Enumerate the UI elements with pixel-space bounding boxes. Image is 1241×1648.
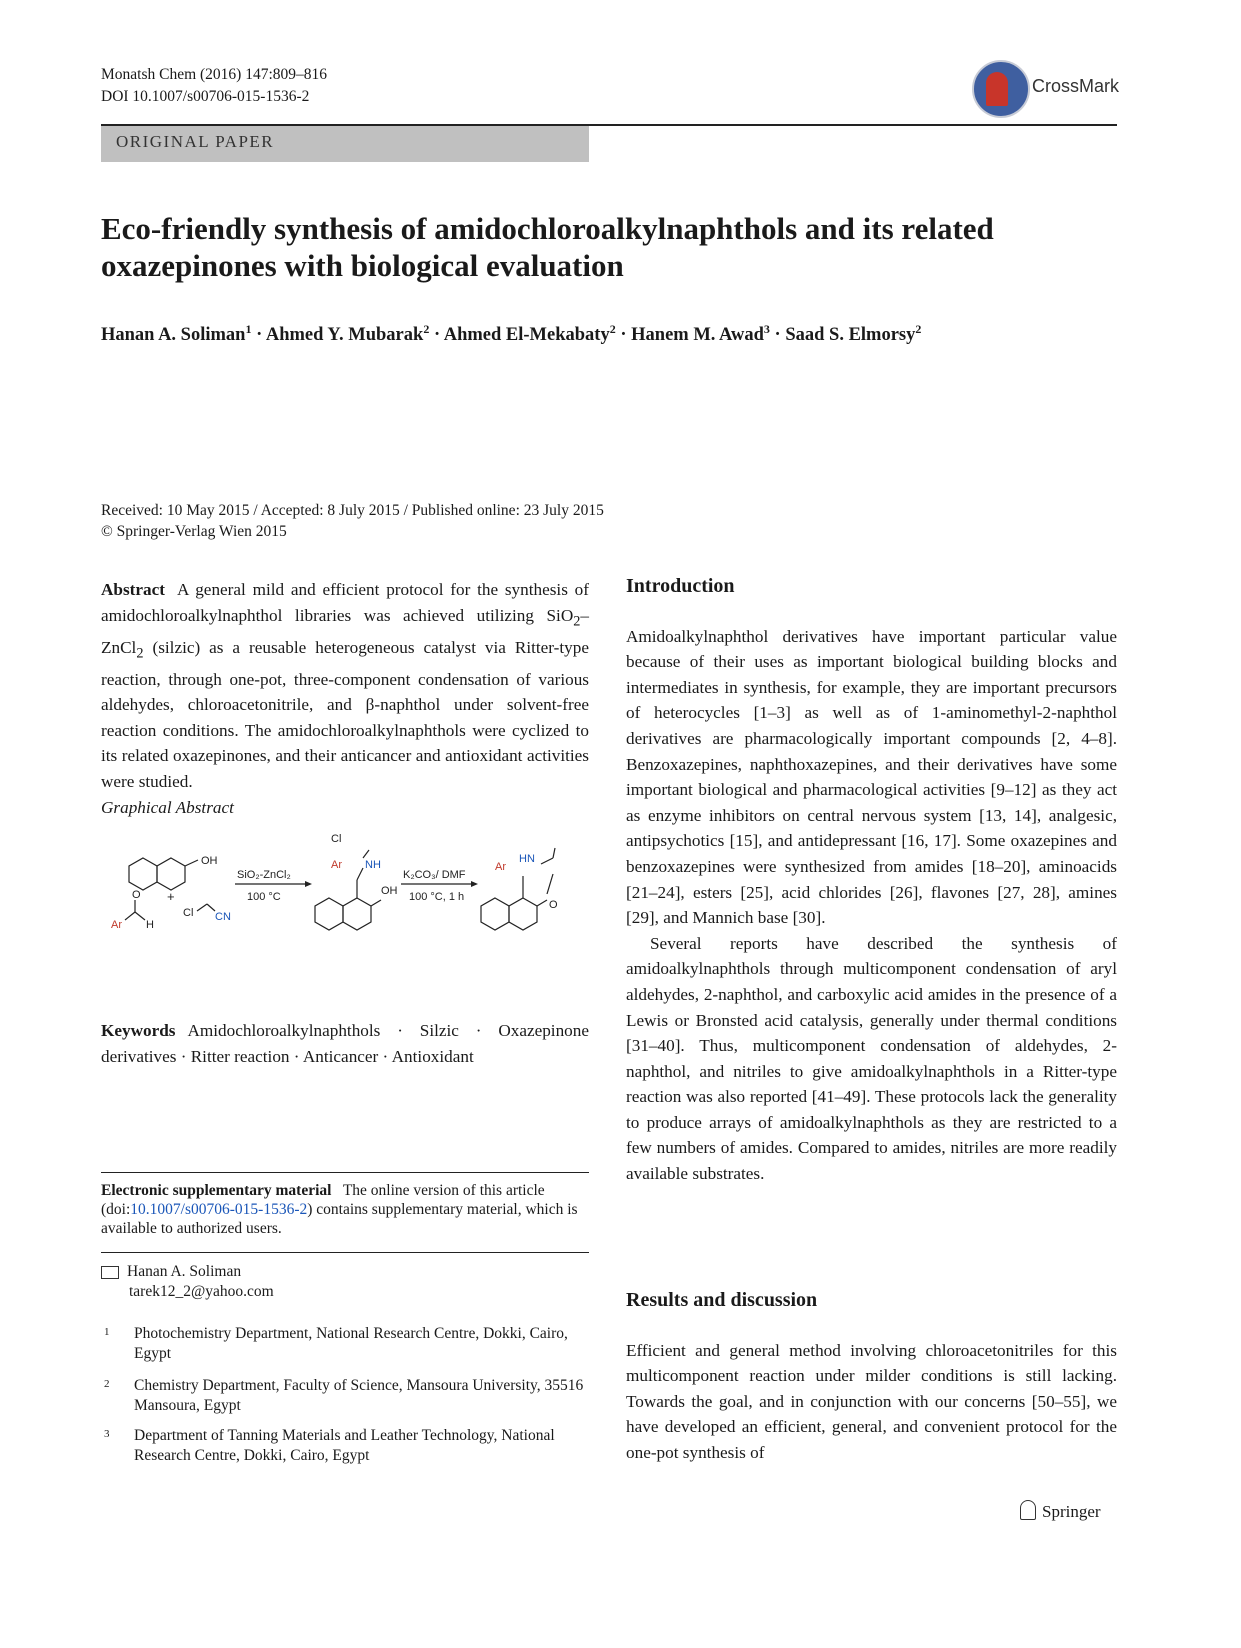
conditions-label: 100 °C, 1 h: [409, 891, 465, 903]
journal-info: [101, 64, 327, 108]
crossmark-badge[interactable]: [972, 60, 1120, 120]
author-affiliation-mark: 2: [915, 322, 922, 336]
base-solvent-label: K₂CO₃/ DMF: [403, 869, 466, 881]
envelope-icon: [101, 1266, 119, 1279]
author-name[interactable]: Hanem M. Awad: [631, 325, 764, 346]
chlorine-label: Cl: [331, 833, 342, 845]
reaction-scheme: [101, 833, 589, 1004]
keywords: [101, 1018, 589, 1069]
publisher-footer: [1020, 1500, 1101, 1522]
author-name[interactable]: Saad S. Elmorsy: [785, 325, 916, 346]
copyright-line: © Springer-Verlag Wien 2015: [101, 523, 287, 540]
affiliation-number: 2: [104, 1378, 110, 1390]
aryl-label: Ar: [331, 859, 342, 871]
hydrogen-label: H: [146, 919, 154, 931]
temperature-label: 100 °C: [247, 891, 281, 903]
plus-sign: +: [167, 889, 175, 904]
keywords-heading: Keywords: [101, 1021, 176, 1040]
journal-doi: DOI 10.1007/s00706-015-1536-2: [101, 88, 310, 105]
abstract: [101, 577, 589, 820]
journal-citation: Monatsh Chem (2016) 147:809–816: [101, 66, 328, 83]
catalyst-label: SiO₂-ZnCl₂: [237, 869, 291, 881]
aldehyde-structure: [125, 900, 145, 920]
oxygen-label: O: [549, 899, 558, 911]
amine-label: NH: [365, 859, 381, 871]
graphical-abstract-label: Graphical Abstract: [101, 797, 234, 817]
publisher-name: Springer: [1042, 1502, 1101, 1521]
nitrile-label: CN: [215, 911, 231, 923]
esm-text: ) contains supplementary material, which is available to authorized users.: [101, 1201, 578, 1237]
introduction-section: [626, 574, 1117, 1187]
results-section: [626, 1288, 1117, 1466]
esm-text: The online version of this article (doi:: [101, 1182, 545, 1218]
crossmark-label: CrossMark: [1032, 76, 1120, 96]
corresponding-email[interactable]: tarek12_2@yahoo.com: [129, 1283, 274, 1300]
author-list: Hanan A. Soliman$^1$ · Ahmed Y. Mubarak$^2$ · Ahmed El-Mekabaty$^2$ · Hanem M. Awad$^3$ · Saad S. Elmorsy$^2$: [101, 322, 922, 346]
esm-rule: [101, 1172, 589, 1173]
affiliation-rule: [101, 1252, 589, 1253]
chlorine-label: Cl: [183, 907, 194, 919]
abstract-text: –ZnCl: [101, 605, 589, 657]
oxygen-label: O: [132, 889, 141, 901]
naphthol-structure: [129, 858, 198, 890]
oxazepinone-structure: [481, 848, 555, 930]
springer-horse-icon: [1020, 1500, 1036, 1520]
introduction-paragraph: Amidoalkylnaphthol derivatives have important particular value because of their uses as important biological building blocks and intermediates in synthesis, for example, they are important precursors of heterocycles [1–3] as well as of 1-aminomethyl-2-naphthol derivatives are pharmacologically important compounds [2, 4–8]. Benzoxazepines, naphthoxazepines, and their derivatives have some important biological and pharmacological activities [9–12] as they act as enzyme inhibitors on central nervous system [13, 14], analgesic, antipsychotics [15], and antidepressant [16, 17]. Some oxazepines and benzoxazepines were synthesized from amides [18–20], aminoacids [21–24], esters [25], acid chlorides [26], flavones [27, 28], amines [29], and Mannich base [30].: [626, 626, 1117, 928]
introduction-paragraph: Several reports have described the synthesis of amidoalkylnaphthols through multicomponent condensation of aryl aldehydes, 2-naphthol, and carboxylic acid amides in the presence of a Lewis or Bronsted acid catalysis, generally under thermal conditions [31–40]. Thus, multicomponent condensation of aldehydes, 2-naphthol, and nitriles to give amidoalkylnaphthols in a Ritter-type reaction was also reported [41–49]. These protocols lack the generality to produce arrays of amidoalkylnaphthols as they are restricted to a few numbers of amides. Compared to amides, nitriles are more readily available substrates.: [626, 933, 1117, 1184]
affiliation-text: Photochemistry Department, National Research Centre, Dokki, Cairo, Egypt: [134, 1325, 568, 1362]
crossmark-icon: [972, 60, 1030, 118]
subscript: 2: [573, 613, 581, 630]
corresponding-author: Hanan A. Soliman: [127, 1263, 242, 1280]
paper-title: Eco-friendly synthesis of amidochloroalkylnaphthols and its related oxazepinones with biological evaluation: [101, 211, 994, 283]
supplementary-note: [101, 1181, 589, 1238]
author-name[interactable]: Ahmed Y. Mubarak: [265, 325, 424, 346]
dates-line: Received: 10 May 2015 / Accepted: 8 July 2015 / Published online: 23 July 2015: [101, 502, 604, 519]
results-heading: Results and discussion: [626, 1289, 818, 1311]
introduction-heading: Introduction: [626, 575, 735, 597]
aryl-label: Ar: [495, 861, 506, 873]
author-affiliation-mark: 2: [609, 322, 616, 336]
section-label: ORIGINAL PAPER: [116, 132, 275, 151]
affiliation-number: 1: [104, 1326, 110, 1338]
affiliation-text: Department of Tanning Materials and Leather Technology, National Research Centre, Dokki, Cairo, Egypt: [134, 1427, 555, 1464]
abstract-text: (silzic) as a reusable heterogeneous catalyst via Ritter-type reaction, through one-pot, three-component condensation of various aldehydes, chloroacetonitrile, and β-naphthol under solvent-free reaction conditions. The amidochloroalkylnaphthols were cyclized to its related oxazepinones, and their anticancer and antioxidant activities were studied.: [101, 637, 589, 792]
author-affiliation-mark: 2: [423, 322, 430, 336]
author-name[interactable]: Ahmed El-Mekabaty: [443, 325, 610, 346]
hydroxyl-label: OH: [381, 885, 398, 897]
aryl-label: Ar: [111, 919, 122, 931]
author-affiliation-mark: 3: [763, 322, 770, 336]
results-paragraph: Efficient and general method involving chloroacetonitriles for this multicomponent reaction under milder conditions is still lacking. Towards the goal, and in conjunction with our concerns [50–55], we have developed an efficient, general, and convenient protocol for the one-pot synthesis of: [626, 1340, 1117, 1462]
author-name[interactable]: Hanan A. Soliman: [101, 325, 246, 346]
hydroxyl-label: OH: [201, 855, 218, 867]
correspondence: [101, 1262, 274, 1302]
publication-dates: [101, 500, 604, 542]
doi-link[interactable]: 10.1007/s00706-015-1536-2: [130, 1201, 308, 1218]
abstract-heading: Abstract: [101, 580, 165, 599]
esm-heading: Electronic supplementary material: [101, 1182, 332, 1199]
affiliation-text: Chemistry Department, Faculty of Science, Mansoura University, 35516 Mansoura, Egypt: [134, 1377, 584, 1414]
keywords-text: Amidochloroalkylnaphthols · Silzic · Oxazepinone derivatives · Ritter reaction · Anticancer · Antioxidant: [101, 1021, 589, 1066]
abstract-text: A general mild and efficient protocol for the synthesis of amidochloroalkylnaphthol libraries was achieved utilizing SiO: [101, 580, 589, 625]
author-affiliation-mark: 1: [245, 322, 252, 336]
amine-label: HN: [519, 853, 535, 865]
subscript: 2: [136, 645, 144, 662]
affiliation-number: 3: [104, 1428, 110, 1440]
